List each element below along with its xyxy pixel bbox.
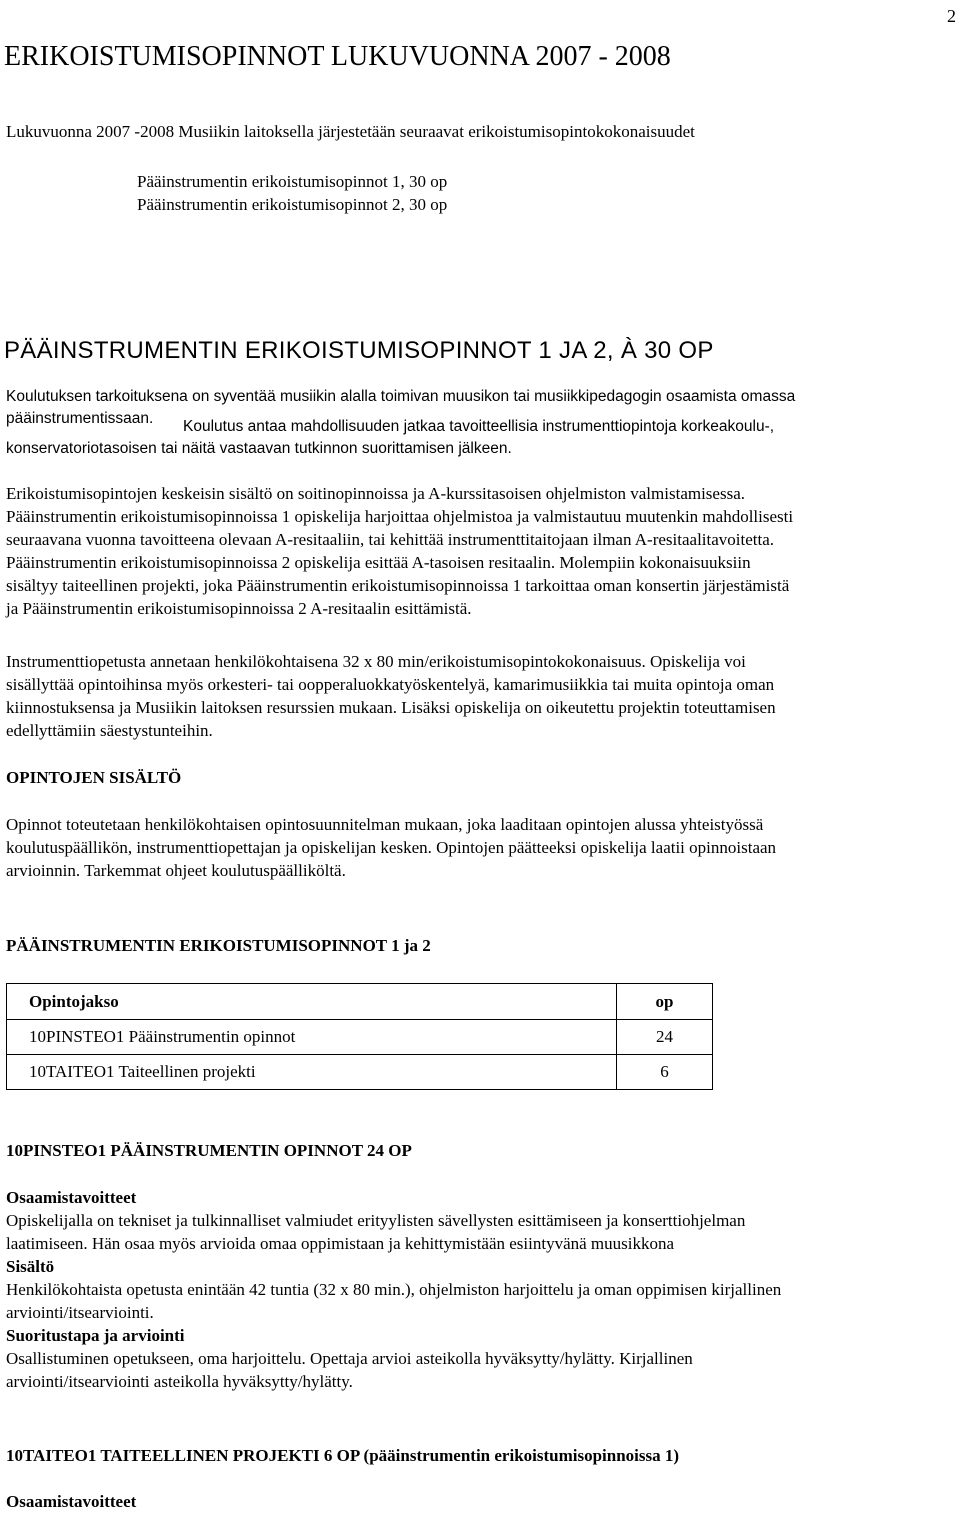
course-table bbox=[6, 983, 713, 1090]
section-description bbox=[6, 386, 956, 460]
course-name-cell: 10PINSTEO1 Pääinstrumentin opinnot bbox=[7, 1020, 617, 1055]
table-header-row bbox=[7, 984, 713, 1020]
page-number: 2 bbox=[947, 6, 956, 26]
paragraph-line: ja Pääinstrumentin erikoistumisopinnoissa 2 A-resitaalin esittämistä. bbox=[6, 599, 472, 618]
paragraph-line: kiinnostuksensa ja Musiikin laitoksen resurssien mukaan. Lisäksi opiskelija on oikeutettu projektin toteuttamisen bbox=[6, 698, 776, 717]
page-title: ERIKOISTUMISOPINNOT LUKUVUONNA 2007 - 2008 bbox=[4, 41, 671, 72]
column-header-course: Opintojakso bbox=[7, 984, 617, 1020]
goals-line: Opiskelijalla on tekniset ja tulkinnalliset valmiudet erityylisten sävellysten esittämiseen ja konserttiohjelman bbox=[6, 1211, 746, 1230]
paragraph-line: edellyttämiin säestystunteihin. bbox=[6, 721, 213, 740]
intro-text: Lukuvuonna 2007 -2008 Musiikin laitoksella järjestetään seuraavat erikoistumisopintokokonaisuudet bbox=[6, 122, 695, 141]
content-paragraph bbox=[6, 482, 956, 620]
course2-heading: 10TAITEO1 TAITEELLINEN PROJEKTI 6 OP (pääinstrumentin erikoistumisopinnoissa 1) bbox=[6, 1446, 680, 1465]
paragraph-line: Pääinstrumentin erikoistumisopinnoissa 2 opiskelija esittää A-tasoisen resitaalin. Molempiin kokonaisuuksiin bbox=[6, 553, 751, 572]
course-credits-cell: 6 bbox=[617, 1055, 713, 1090]
paragraph-line: Instrumenttiopetusta annetaan henkilökohtaisena 32 x 80 min/erikoistumisopintokokonaisuus. Opiskelija voi bbox=[6, 652, 746, 671]
method-line: Osallistuminen opetukseen, oma harjoittelu. Opettaja arvioi asteikolla hyväksytty/hylätty. Kirjallinen bbox=[6, 1349, 693, 1368]
course-name-cell: 10TAITEO1 Taiteellinen projekti bbox=[7, 1055, 617, 1090]
opintojen-heading: OPINTOJEN SISÄLTÖ bbox=[6, 768, 182, 787]
course1-details bbox=[6, 1186, 956, 1393]
program-item: Pääinstrumentin erikoistumisopinnot 1, 30 op bbox=[137, 172, 448, 191]
paragraph-line: sisällyttää opintoihinsa myös orkesteri- tai oopperaluokkatyöskentelyä, kamarimusiikkia tai muita opintoja oman bbox=[6, 675, 775, 694]
program-item: Pääinstrumentin erikoistumisopinnot 2, 30 op bbox=[137, 195, 448, 214]
content-line: arviointi/itsearviointi. bbox=[6, 1303, 154, 1322]
paragraph-line: sisältyy taiteellinen projekti, joka Pääinstrumentin erikoistumisopinnoissa 1 tarkoittaa oman konsertin järjestämistä bbox=[6, 576, 790, 595]
paragraph-line: arvioinnin. Tarkemmat ohjeet koulutuspäälliköltä. bbox=[6, 861, 346, 880]
content-label: Sisältö bbox=[6, 1257, 55, 1276]
method-label: Suoritustapa ja arviointi bbox=[6, 1326, 185, 1345]
description-line: konservatoriotasoisen tai näitä vastaavan tutkinnon suorittamisen jälkeen. bbox=[6, 440, 512, 457]
method-line: arviointi/itsearviointi asteikolla hyväksytty/hylätty. bbox=[6, 1372, 353, 1391]
table-heading: PÄÄINSTRUMENTIN ERIKOISTUMISOPINNOT 1 ja 2 bbox=[6, 936, 431, 955]
study-content-paragraph bbox=[6, 813, 956, 882]
goals-line: laatimiseen. Hän osaa myös arvioida omaa oppimistaan ja kehittymistään esiintyvänä muusikkona bbox=[6, 1234, 675, 1253]
instruction-paragraph bbox=[6, 650, 956, 742]
paragraph-line: seuraavana vuonna tavoitteena olevaan A-resitaaliin, tai kehittää instrumenttitaitojaan ilman A-resitaalitavoitetta. bbox=[6, 530, 775, 549]
column-header-op: op bbox=[617, 984, 713, 1020]
course2-goals-label: Osaamistavoitteet bbox=[6, 1492, 137, 1511]
description-line: Koulutus antaa mahdollisuuden jatkaa tavoitteellisia instrumenttiopintoja korkeakoulu-, bbox=[183, 418, 775, 435]
program-list bbox=[137, 170, 447, 216]
goals-label: Osaamistavoitteet bbox=[6, 1188, 137, 1207]
table-row bbox=[7, 1020, 713, 1055]
content-line: Henkilökohtaista opetusta enintään 42 tuntia (32 x 80 min.), ohjelmiston harjoittelu ja oman oppimisen kirjallinen bbox=[6, 1280, 782, 1299]
description-line: Koulutuksen tarkoituksena on syventää musiikin alalla toimivan muusikon tai musiikkipedagogin osaamista omassa bbox=[6, 388, 796, 405]
course1-heading: 10PINSTEO1 PÄÄINSTRUMENTIN OPINNOT 24 OP bbox=[6, 1141, 412, 1160]
table-row bbox=[7, 1055, 713, 1090]
description-line: pääinstrumentissaan. bbox=[6, 410, 154, 427]
section-heading: PÄÄINSTRUMENTIN ERIKOISTUMISOPINNOT 1 JA 2, À 30 OP bbox=[4, 337, 714, 364]
paragraph-line: Opinnot toteutetaan henkilökohtaisen opintosuunnitelman mukaan, joka laaditaan opintojen alussa yhteistyössä bbox=[6, 815, 764, 834]
course-credits-cell: 24 bbox=[617, 1020, 713, 1055]
paragraph-line: koulutuspäällikön, instrumenttiopettajan ja opiskelijan kesken. Opintojen päätteeksi opiskelija laatii opinnoistaan bbox=[6, 838, 777, 857]
paragraph-line: Erikoistumisopintojen keskeisin sisältö on soitinopinnoissa ja A-kurssitasoisen ohjelmiston valmistamisessa. bbox=[6, 484, 745, 503]
paragraph-line: Pääinstrumentin erikoistumisopinnoissa 1 opiskelija harjoittaa ohjelmistoa ja valmistautuu muutenkin mahdollisesti bbox=[6, 507, 794, 526]
